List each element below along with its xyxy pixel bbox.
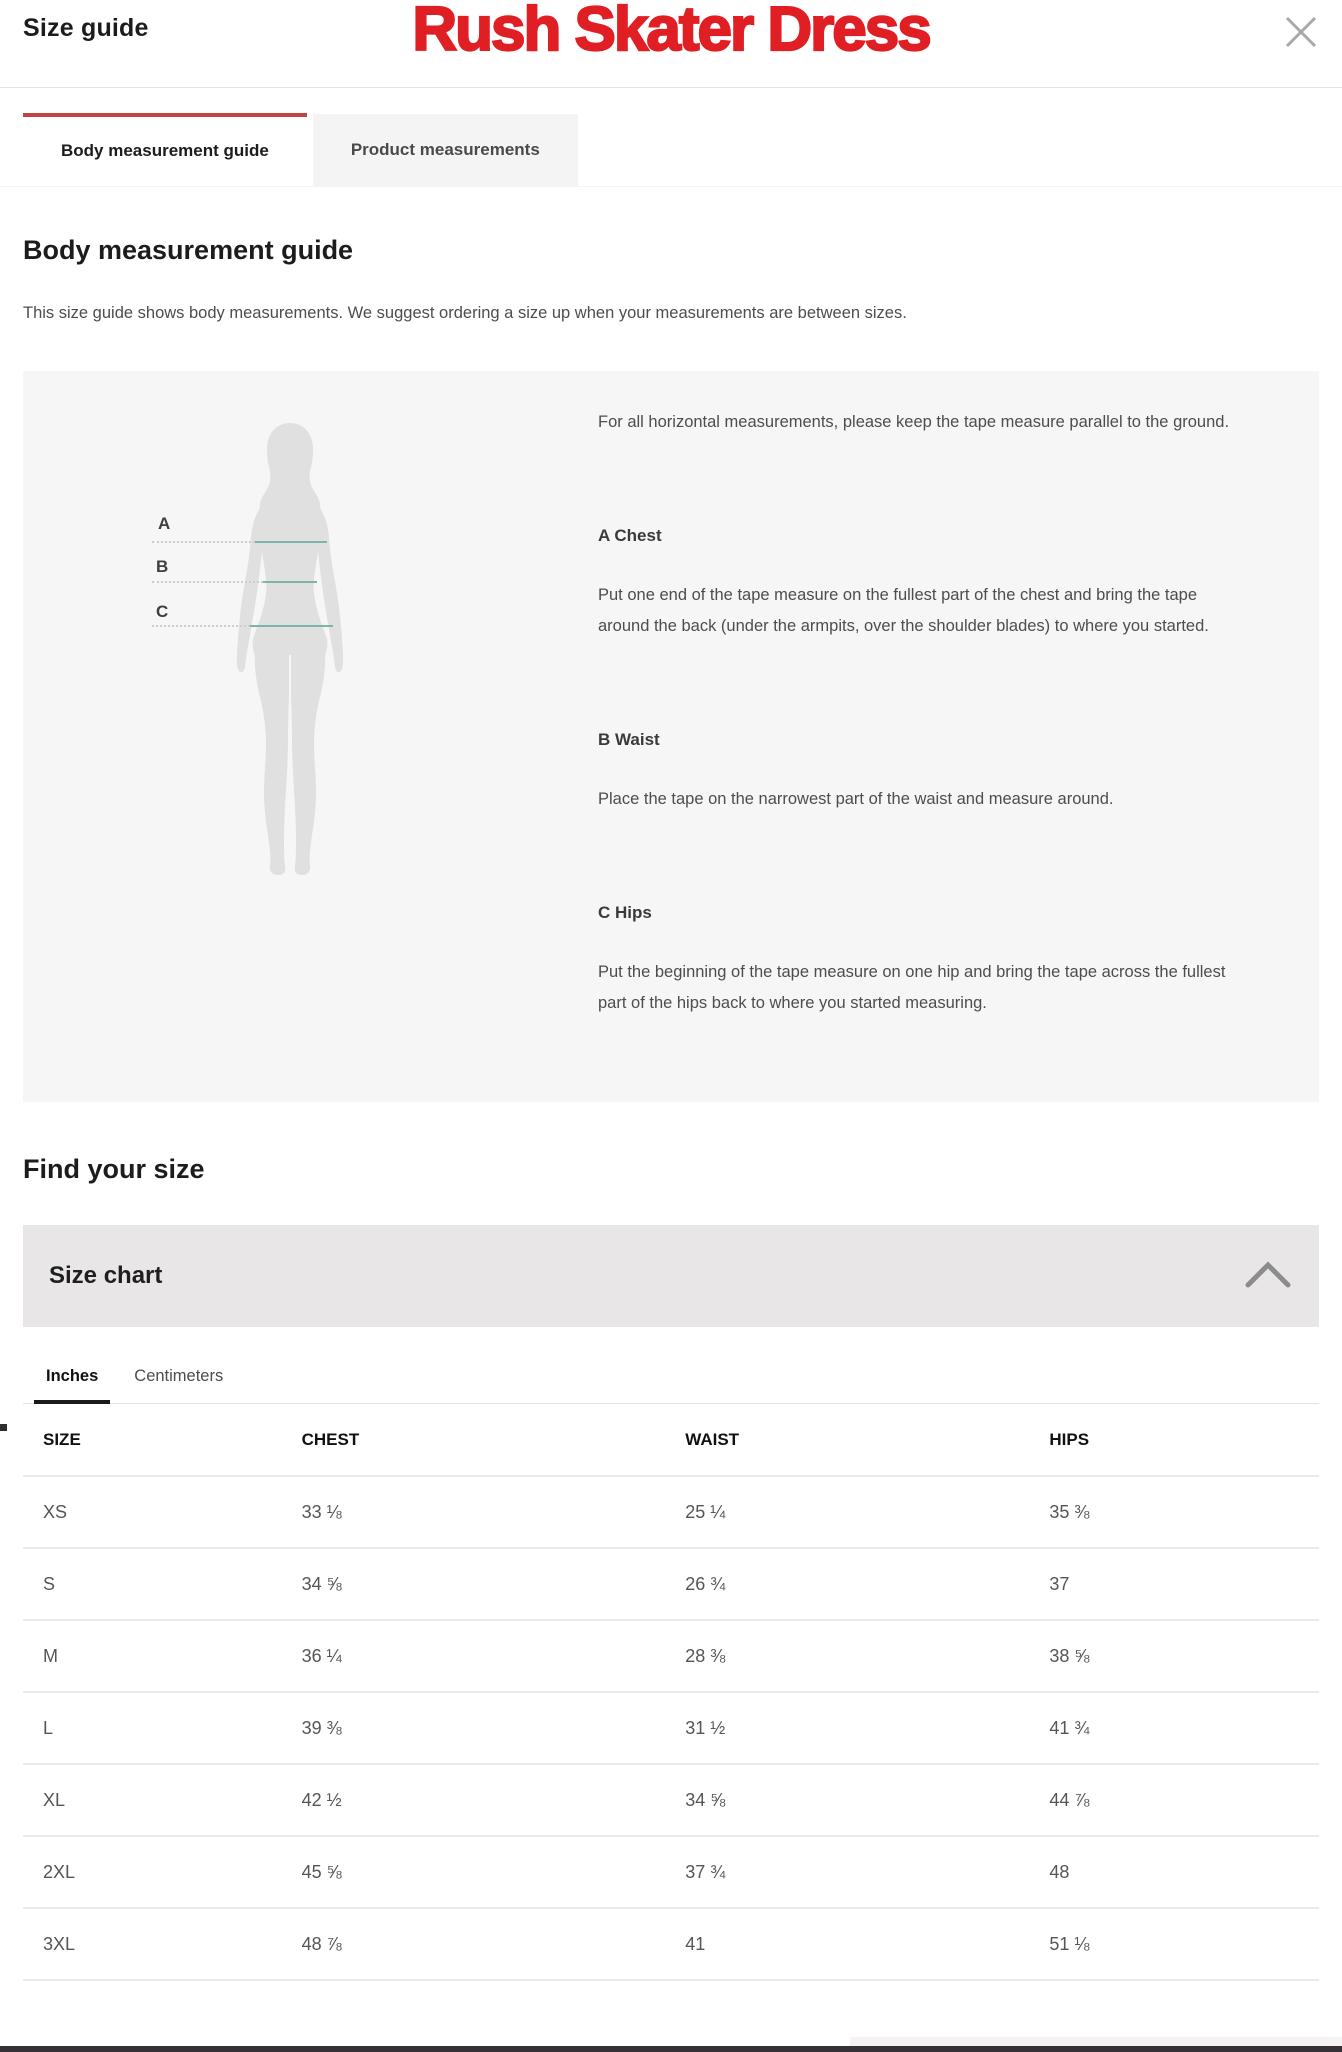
- measurement-instructions: [575, 371, 1319, 1102]
- tab-body-measurement-guide[interactable]: [23, 113, 307, 186]
- table-cell: 39 ⅜: [302, 1692, 686, 1764]
- guide-tabs: [0, 113, 1342, 187]
- table-cell: 33 ⅛: [302, 1476, 686, 1548]
- chest-section-text: Put one end of the tape measure on the fullest part of the chest and bring the tape around the back (under the armpits, over the shoulder blades) to where you started.: [598, 586, 1209, 635]
- chest-section-title: A Chest: [598, 526, 662, 545]
- table-cell: S: [23, 1548, 302, 1620]
- table-cell: L: [23, 1692, 302, 1764]
- figure-label-a: A: [158, 514, 171, 533]
- table-cell: 3XL: [23, 1908, 302, 1980]
- table-cell: M: [23, 1620, 302, 1692]
- waist-line: [263, 581, 317, 583]
- modal-title: Size guide: [23, 14, 149, 42]
- table-cell: 37: [1049, 1548, 1319, 1620]
- table-cell: 28 ⅜: [685, 1620, 1049, 1692]
- table-cell: 37 ¾: [685, 1836, 1049, 1908]
- body-guide-heading: Body measurement guide: [23, 235, 354, 265]
- column-header-chest: CHEST: [302, 1404, 686, 1476]
- horizontal-scrollbar[interactable]: [0, 2046, 1342, 2052]
- unit-tab-label: Inches: [46, 1367, 99, 1385]
- column-header-waist: WAIST: [685, 1404, 1049, 1476]
- table-cell: XS: [23, 1476, 302, 1548]
- table-cell: 25 ¼: [685, 1476, 1049, 1548]
- figure-area: [23, 371, 575, 1102]
- table-cell: 51 ⅛: [1049, 1908, 1319, 1980]
- size-chart-accordion-header[interactable]: [23, 1225, 1319, 1327]
- hips-section-text: Put the beginning of the tape measure on one hip and bring the tape across the fullest part of the hips back to where you started measuring.: [598, 963, 1226, 1012]
- unit-tabs: [23, 1357, 1319, 1404]
- figure-label-c: C: [156, 602, 169, 621]
- table-row: [23, 1908, 1319, 1980]
- column-header-size: SIZE: [23, 1404, 302, 1476]
- hips-section: [598, 903, 1249, 1019]
- table-cell: 38 ⅝: [1049, 1620, 1319, 1692]
- table-cell: 34 ⅝: [685, 1764, 1049, 1836]
- table-cell: 2XL: [23, 1836, 302, 1908]
- tab-label: Product measurements: [350, 140, 540, 159]
- size-chart-table: [23, 1404, 1319, 1981]
- unit-tab-inches[interactable]: [34, 1357, 110, 1404]
- table-cell: 41 ¾: [1049, 1692, 1319, 1764]
- size-table-header-row: [23, 1404, 1319, 1476]
- unit-tab-label: Centimeters: [134, 1367, 224, 1385]
- bottom-light-strip: [850, 2037, 1342, 2046]
- table-cell: 42 ½: [302, 1764, 686, 1836]
- table-cell: 31 ½: [685, 1692, 1049, 1764]
- chest-line-dotted: [152, 541, 255, 543]
- hips-section-title: C Hips: [598, 903, 652, 922]
- chest-line: [255, 541, 327, 543]
- waist-section-title: B Waist: [598, 730, 660, 749]
- size-table-body: [23, 1476, 1319, 1980]
- close-button[interactable]: [1282, 14, 1320, 52]
- body-silhouette-image: [228, 421, 352, 876]
- measurement-panel: [23, 371, 1319, 1102]
- hips-line-dotted: [152, 625, 250, 627]
- waist-section: [598, 730, 1249, 815]
- tab-product-measurements[interactable]: [313, 114, 578, 186]
- table-cell: 26 ¾: [685, 1548, 1049, 1620]
- left-edge-tick: [0, 1424, 7, 1431]
- waist-line-dotted: [152, 581, 263, 583]
- figure-label-b: B: [156, 557, 169, 576]
- column-header-hips: HIPS: [1049, 1404, 1319, 1476]
- close-icon: [1283, 38, 1319, 53]
- chest-section: [598, 526, 1249, 642]
- table-row: [23, 1548, 1319, 1620]
- table-cell: 34 ⅝: [302, 1548, 686, 1620]
- body-guide-intro: This size guide shows body measurements. We suggest ordering a size up when your measurements are between sizes.: [23, 304, 907, 322]
- hips-line: [250, 625, 333, 627]
- table-cell: 35 ⅜: [1049, 1476, 1319, 1548]
- table-cell: 36 ¼: [302, 1620, 686, 1692]
- table-cell: 44 ⅞: [1049, 1764, 1319, 1836]
- product-title: Rush Skater Dress: [412, 0, 930, 64]
- table-cell: 48: [1049, 1836, 1319, 1908]
- size-chart-title: Size chart: [49, 1262, 163, 1289]
- table-cell: XL: [23, 1764, 302, 1836]
- waist-section-text: Place the tape on the narrowest part of the waist and measure around.: [598, 790, 1114, 808]
- table-cell: 41: [685, 1908, 1049, 1980]
- table-row: [23, 1836, 1319, 1908]
- table-row: [23, 1476, 1319, 1548]
- find-your-size-heading: Find your size: [23, 1154, 205, 1184]
- table-cell: 48 ⅞: [302, 1908, 686, 1980]
- modal-header: [0, 0, 1342, 88]
- chevron-up-icon: [1245, 1260, 1291, 1293]
- measurement-note: For all horizontal measurements, please keep the tape measure parallel to the ground.: [598, 413, 1230, 431]
- tab-label: Body measurement guide: [61, 141, 269, 160]
- table-row: [23, 1764, 1319, 1836]
- unit-tab-centimeters[interactable]: [134, 1357, 223, 1403]
- table-row: [23, 1692, 1319, 1764]
- table-cell: 45 ⅝: [302, 1836, 686, 1908]
- table-row: [23, 1620, 1319, 1692]
